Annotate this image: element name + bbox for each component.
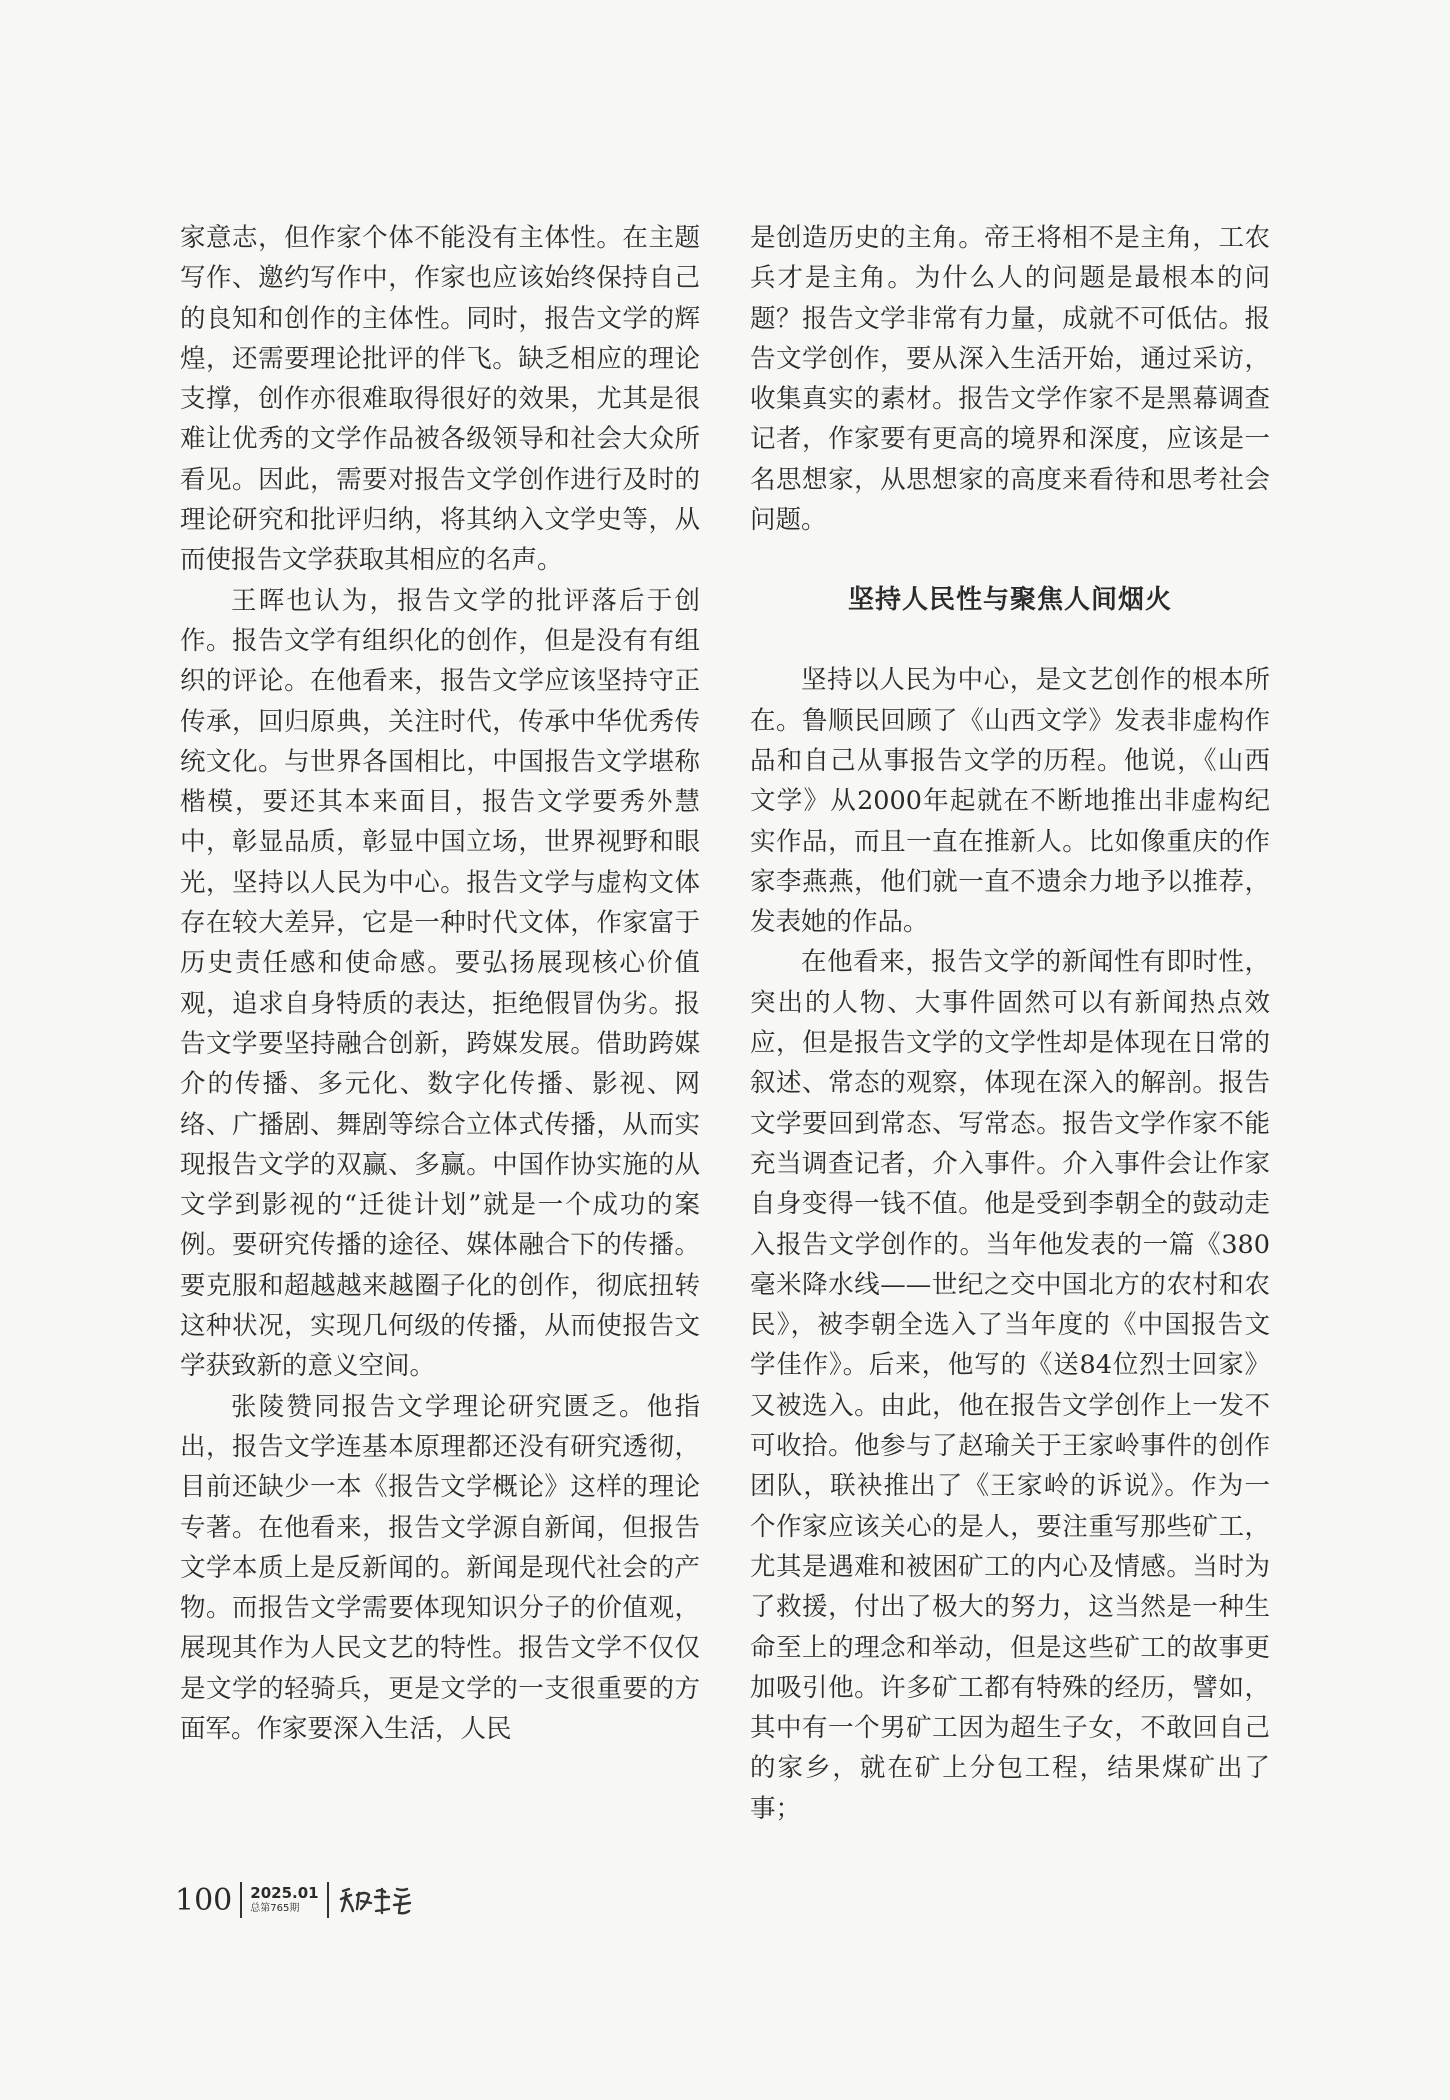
paragraph: 是创造历史的主角。帝王将相不是主角，工农兵才是主角。为什么人的问题是最根本的问题？报告文学非常有力量，成就不可低估。报告文学创作，要从深入生活开始，通过采访，收集真实的素材。报告文学作家不是黑幕调查记者，作家要有更高的境界和深度，应该是一名思想家，从思想家的高度来看待和思考社会问题。 <box>750 223 1270 536</box>
page-footer <box>175 1880 447 1920</box>
divider <box>240 1882 242 1918</box>
paragraph: 王晖也认为，报告文学的批评落后于创作。报告文学有组织化的创作，但是没有有组织的评论。在他看来，报告文学应该坚持守正传承，回归原典，关注时代，传承中华优秀传统文化。与世界各国相比，中国报告文学堪称楷模，要还其本来面目，报告文学要秀外慧中，彰显品质，彰显中国立场，世界视野和眼光，坚持以人民为中心。报告文学与虚构文体存在较大差异，它是一种时代文体，作家富于历史责任感和使命感。要弘扬展现核心价值观，追求自身特质的表达，拒绝假冒伪劣。报告文学要坚持融合创新，跨媒发展。借助跨媒介的传播、多元化、数字化传播、影视、网络、广播剧、舞剧等综合立体式传播，从而实现报告文学的双赢、多赢。中国作协实施的从文学到影视的“迁徙计划”就是一个成功的案例。要研究传播的途径、媒体融合下的传播。要克服和超越越来越圈子化的创作，彻底扭转这种状况，实现几何级的传播，从而使报告文学获致新的意义空间。 <box>180 585 700 1382</box>
left-column <box>180 218 700 1749</box>
page-number: 100 <box>175 1882 233 1918</box>
paragraph: 家意志，但作家个体不能没有主体性。在主题写作、邀约写作中，作家也应该始终保持自己的良知和创作的主体性。同时，报告文学的辉煌，还需要理论批评的伴飞。缺乏相应的理论支撑，创作亦很难取得很好的效果，尤其是很难让优秀的文学作品被各级领导和社会大众所看见。因此，需要对报告文学创作进行及时的理论研究和批评归纳，将其纳入文学史等，从而使报告文学获取其相应的名声。 <box>180 223 700 576</box>
paragraph: 在他看来，报告文学的新闻性有即时性，突出的人物、大事件固然可以有新闻热点效应，但是报告文学的文学性却是体现在日常的叙述、常态的观察，体现在深入的解剖。报告文学要回到常态、写常态。报告文学作家不能充当调查记者，介入事件。介入事件会让作家自身变得一钱不值。他是受到李朝全的鼓动走入报告文学创作的。当年他发表的一篇《380毫米降水线——世纪之交中国北方的农村和农民》，被李朝全选入了当年度的《中国报告文学佳作》。后来，他写的《送84位烈士回家》又被选入。由此，他在报告文学创作上一发不可收拾。他参与了赵瑜关于王家岭事件的创作团队，联袂推出了《王家岭的诉说》。作为一个作家应该关心的是人，要注重写那些矿工，尤其是遇难和被困矿工的内心及情感。当时为了救援，付出了极大的努力，这当然是一种生命至上的理念和举动，但是这些矿工的故事更加吸引他。许多矿工都有特殊的经历，譬如，其中有一个男矿工因为超生子女，不敢回自己的家乡，就在矿上分包工程，结果煤矿出了事； <box>750 947 1270 1824</box>
issue-number: 总第765期 <box>250 1903 300 1914</box>
issue-date: 2025.01 <box>250 1884 319 1902</box>
divider <box>327 1882 329 1918</box>
journal-logo-icon <box>337 1883 447 1917</box>
right-column <box>750 218 1270 1829</box>
paragraph: 张陵赞同报告文学理论研究匮乏。他指出，报告文学连基本原理都还没有研究透彻，目前还缺少一本《报告文学概论》这样的理论专著。在他看来，报告文学源自新闻，但报告文学本质上是反新闻的。新闻是现代社会的产物。而报告文学需要体现知识分子的价值观，展现其作为人民文艺的特性。报告文学不仅仅是文学的轻骑兵，更是文学的一支很重要的方面军。作家要深入生活，人民 <box>180 1391 700 1744</box>
paragraph: 坚持以人民为中心，是文艺创作的根本所在。鲁顺民回顾了《山西文学》发表非虚构作品和自己从事报告文学的历程。他说，《山西文学》从2000年起就在不断地推出非虚构纪实作品，而且一直在推新人。比如像重庆的作家李燕燕，他们就一直不遗余力地予以推荐，发表她的作品。 <box>750 665 1270 938</box>
section-heading: 坚持人民性与聚焦人间烟火 <box>847 585 1172 616</box>
issue-info <box>250 1886 318 1914</box>
